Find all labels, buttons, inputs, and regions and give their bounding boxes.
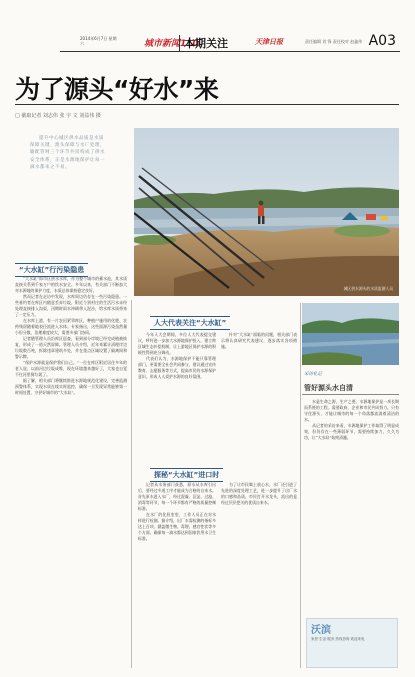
section-3-body-left [138,482,216,668]
commentary-rule [302,394,399,395]
section-1-body [15,276,127,668]
main-photo [134,128,399,296]
paragraph: 在水库上游，有一片农田紧邻库区，种植户施用的化肥、农药残留随着地表径流进入水体。专家指出，这些面源污染虽然量小但分散，治理难度较大，需要多部门协同。 [15,318,127,335]
paragraph: 从记者的采访来看，水源地保护工作取得了明显成效，但仍存在一些薄弱环节，需要持续加力，久久为功，让“大水缸”始终清澈。 [304,423,399,440]
commentary-title: 管好源头水自清 [304,384,353,392]
paragraph: 水是生命之源，生产之要。水源地保护是一项长期而系统的工程，需要政府、企业和市民共同努力。只有守住源头，才能让城市的每一个角落都流淌着清洁的水。 [304,399,399,422]
masthead-paper-name: 天津日报 [255,38,283,46]
advertisement-text: 家居·生活·服务 热线咨询 欢迎来电 [311,637,365,641]
section-title-1: “大水缸”行污染隐患 [15,263,88,277]
byline: □ 截取记者 刘志伟 张 宇 文 刘益伟 摄 [15,113,101,119]
photo-caption: 城区供水源头的水质监测人员 [343,286,393,291]
paragraph: 今年人大会期间，多位人大代表提交建议，呼吁进一步加大水源地保护投入，建立跨区域生态补偿机制，让上游地区保护水源的积极性得到充分调动。 [138,332,216,355]
paragraph: 针对“大水缸”面临的问题，相关部门表示将认真研究代表建议，逐步落实各项措施。 [221,332,297,349]
column-divider [300,303,301,668]
page-number: A03 [368,33,396,49]
paragraph: 在水厂的化验室里，工作人员正在对水样进行检测。据介绍，出厂水需检测的指标多达上百项，涵盖微生物、毒理、感官性状等多个方面，确保每一滴水都达到国家饮用水卫生标准。 [138,512,216,541]
masthead-date: 2014年6月7日 星期六 [80,36,117,46]
section-3-body-right [221,482,297,668]
column-divider [131,300,132,668]
advertisement-box [306,618,398,668]
paragraph: 为了让市民喝上放心水，水厂还引进了先进的深度处理工艺，进一步提升了出厂水的口感和品质。市民打开水龙头，流出的是经过层层把关的优质自来水。 [221,482,297,505]
masthead-section: 本期关注 [179,35,228,51]
paragraph: “大水缸”即市区供水水库，作为整个城市的蓄水池，其水质直接关系到千家万户的饮水安全。多年以来，有关部门不断加大对水源地的保护力度，水质总体保持稳定良好。 [15,276,127,293]
paragraph: 记者随管理人员沿库区巡查，看到部分岸坡已经完成植被恢复，形成了一道天然屏障。管理人员介绍，近年来累计清理岸边垃圾数百吨，拆除违章建筑多处，并在重点区域设置了隔离网和警示牌。 [15,336,127,359]
paragraph: 代表们认为，水源地保护不能只靠管理部门，更需要全社会共同参与，建议通过宣传教育、志愿服务等方式，提高市民的水源保护意识，形成人人爱护水源的良好氛围。 [138,356,216,379]
paragraph: “保护水源就是保护我们自己。”一位在库区附近居住多年的老人说，以前河边垃圾成堆，现在环境越来越好了，大家也自觉不往河里倒垃圾了。 [15,360,127,377]
advertisement-title: 沃滨 [311,625,331,636]
intro-summary: 提升中心城区供水品质是水质保障关键，源头保障与水厂处理、输配管网三个环节共同构成了供水安全体系，正是水源地保护让每一滴水都来之不易。 [30,136,105,170]
reporter-notes-label: 采访札记 [304,372,322,377]
headline-rule [15,104,399,105]
paragraph: 然而记者在走访中发现，水库周边仍存在一些污染隐患。一些垂钓者在库区内随意丢弃垃圾，附近个别村庄的生活污水未经处理直接排入沟渠，汛期时雨水冲刷带入泥沙，给水库水质带来了一定压力。 [15,294,127,317]
section-2-body-right [221,332,297,462]
section-2-body-left [138,332,216,462]
section-title-2: 人大代表关注“大水缸” [150,316,230,330]
paragraph: 据了解，相关部门将继续推进水源地规范化建设，完善监测预警体系，实现水质在线实时监控，确保一旦发现异常能够第一时间处置，守护好城市的“大水缸”。 [15,378,127,395]
reservoir-photo [134,128,399,296]
paragraph: 记者从水务部门获悉，原水从水库引出后，要经过多道工序才能成为合格的自来水。首先原水进入水厂，经过混凝、沉淀、过滤、消毒等环节，每一个环节都有严格的质量控制标准。 [138,482,216,511]
secondary-photo [302,303,399,365]
masthead-logo: 城市新闻110 [144,39,199,49]
masthead [60,34,400,52]
river-photo [302,303,399,365]
commentary-body [304,399,399,613]
masthead-editors: 责任编辑 刘 锋 责任校对 赵鑫伟 [305,39,363,44]
section-title-3: 探秘“大水缸”进口时 [150,468,223,482]
headline: 为了源头“好水”来 [15,75,219,104]
